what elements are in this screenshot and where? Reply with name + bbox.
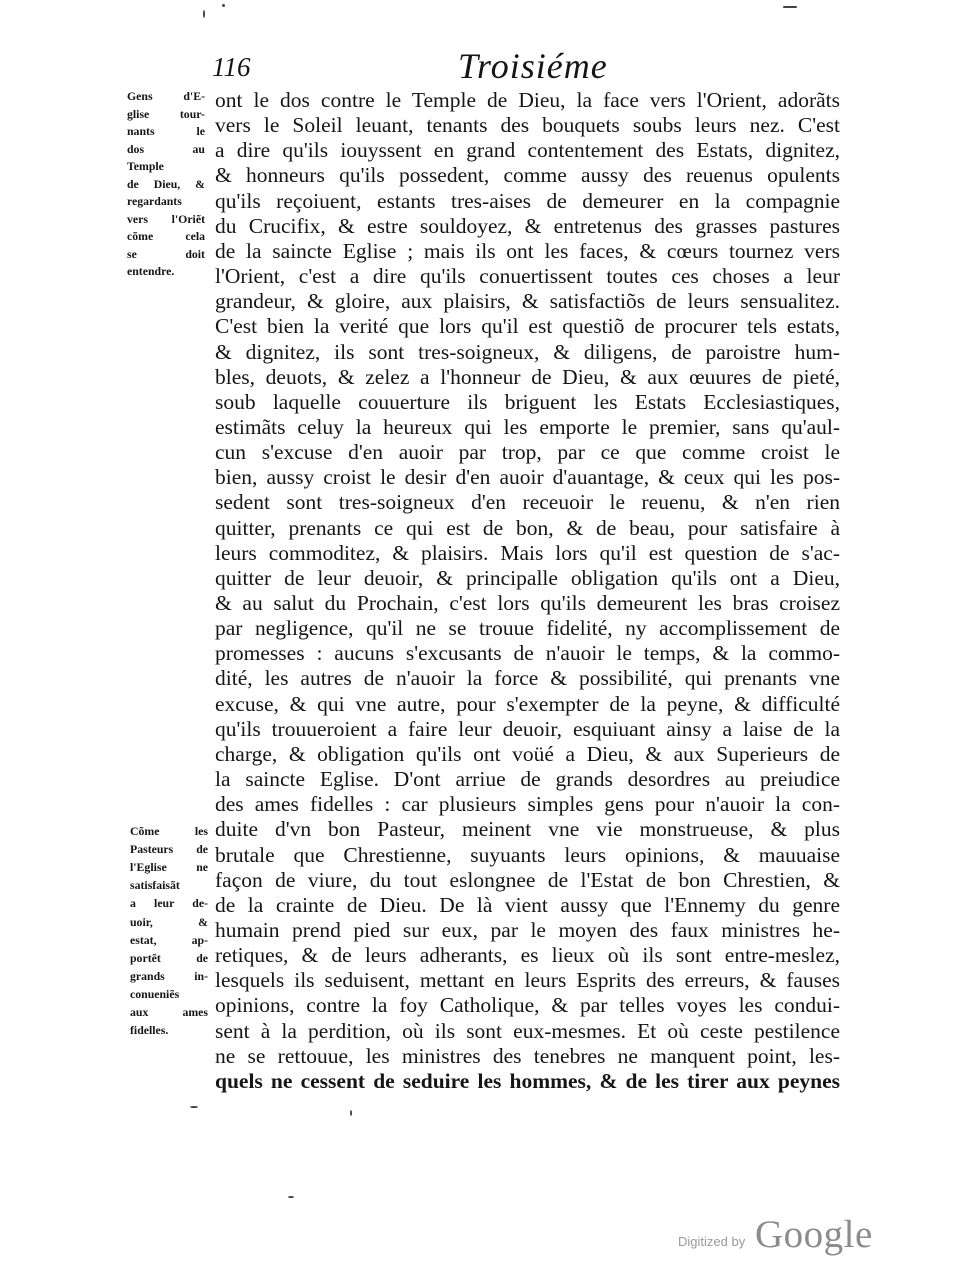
watermark-prefix: Digitized by	[678, 1234, 746, 1249]
body-line: grandeur, & gloire, aux plaisirs, & satisfactiõs de leurs sensualitez.	[215, 289, 840, 314]
margin-note-line: fidelles.	[130, 1023, 169, 1038]
margin-note-line: se doit	[127, 246, 205, 261]
body-line: & honneurs qu'ils possedent, comme aussy des reuenus opulents	[215, 163, 840, 188]
margin-note-line: vers l'Oriẽt	[127, 211, 205, 226]
body-line: excuse, & qui vne autre, pour s'exempter de la peyne, & difficulté	[215, 691, 840, 716]
scan-speck	[350, 1110, 352, 1116]
body-line: quitter de leur deuoir, & principalle obligation qu'ils ont a Dieu,	[215, 565, 840, 590]
body-line: cun s'excuse d'en auoir par trop, par ce que comme croist le	[215, 440, 840, 465]
body-line: quels ne cessent de seduire les hommes, & de les tirer aux peynes	[215, 1068, 840, 1093]
body-line: sent à la perdition, où ils sont eux-mesmes. Et où ceste pestilence	[215, 1018, 840, 1043]
body-line: façon de viure, du tout eslongnee de l'Estat de bon Chrestien, &	[215, 867, 840, 892]
body-line: retiques, & de leurs adherants, es lieux où ils sont entre-meslez,	[215, 943, 840, 968]
body-line: du Crucifix, & estre souldoyez, & entretenus des grasses pastures	[215, 213, 840, 238]
body-line: & au salut du Prochain, c'est lors qu'ils demeurent les bras croisez	[215, 591, 840, 615]
margin-note-line: conueniẽs	[130, 986, 180, 1001]
body-line: quitter, prenants ce qui est de bon, & de beau, pour satisfaire à	[215, 515, 840, 540]
body-line: la saincte Eglise. D'ont arriue de grands desordres au preiudice	[215, 767, 840, 792]
margin-note-line: aux ames	[130, 1005, 208, 1019]
body-line: promesses : aucuns s'excusants de n'auoir le temps, & la commo-	[215, 641, 840, 666]
page-number: 116	[212, 52, 251, 82]
body-line: leurs commoditez, & plaisirs. Mais lors qu'il est question de s'ac-	[215, 540, 840, 565]
margin-note-line: regardants	[127, 194, 182, 208]
body-line: qu'ils trouueroient a faire leur deuoir, esquiuant ainsy a laise de la	[215, 716, 840, 741]
body-line: charge, & obligation qu'ils ont voüé a Dieu, & aux Superieurs de	[215, 741, 840, 766]
margin-note-line: nants le	[127, 124, 205, 138]
margin-note-line: Cõme les	[130, 824, 208, 838]
body-line: l'Orient, c'est a dire qu'ils conuertissent toutes ces choses a leur	[215, 264, 840, 289]
body-line: lesquels ils seduisent, mettant en leurs Esprits des erreurs, & fauses	[215, 968, 840, 993]
scan-speck	[203, 10, 205, 18]
body-line: des ames fidelles : car plusieurs simples gens pour n'auoir la con-	[215, 792, 840, 817]
running-title: Troisiéme	[458, 46, 608, 86]
body-line: & dignitez, ils sont tres-soigneux, & diligens, de paroistre hum-	[215, 339, 840, 364]
margin-note-line: dos au	[127, 141, 205, 156]
body-line: opinions, contre la foy Catholique, & par telles voyes les condui-	[215, 993, 840, 1018]
margin-note-line: Temple	[127, 159, 164, 173]
scan-speck	[783, 6, 797, 8]
body-line: bien, aussy croist le desir d'en auoir d'auantage, & ceux qui les pos-	[215, 465, 840, 490]
margin-note-line: grands in-	[130, 968, 208, 983]
margin-note-line: entendre.	[127, 264, 175, 278]
margin-note-line: de Dieu, &	[127, 176, 205, 191]
margin-note-line: satisfaisãt	[130, 878, 180, 893]
body-line: C'est bien la verité que lors qu'il est questiõ de procurer tels estats,	[215, 314, 840, 339]
margin-note-line: estat, ap-	[130, 932, 208, 947]
scan-speck	[222, 4, 225, 7]
body-line: sedent sont tres-soigneux d'en receuoir le reuenu, & n'en rien	[215, 490, 840, 515]
google-logo: Google	[755, 1213, 873, 1256]
margin-note-line: portẽt de	[130, 950, 208, 965]
body-line: de la crainte de Dieu. De là vient aussy que l'Ennemy du genre	[215, 892, 840, 917]
body-line: humain prend pied sur eux, par le moyen des faux ministres he-	[215, 917, 840, 942]
margin-note-line: glise tour-	[127, 106, 205, 121]
body-line: ont le dos contre le Temple de Dieu, la face vers l'Orient, adorãts	[215, 88, 840, 112]
scan-speck	[288, 1196, 294, 1198]
margin-note-line: Gens d'E-	[127, 89, 205, 103]
margin-note-line: l'Eglise ne	[130, 860, 208, 875]
scan-speck	[190, 1106, 198, 1108]
digitized-by-google-watermark	[678, 1212, 878, 1260]
margin-note-line: a leur de-	[130, 896, 208, 911]
body-line: par negligence, qu'il ne se trouue fidelité, ny accomplissement de	[215, 616, 840, 641]
body-line: soub laquelle couuerture ils briguent les Estats Ecclesiastiques,	[215, 389, 840, 414]
body-line: vers le Soleil leuant, tenants des bouquets soubs leurs nez. C'est	[215, 113, 840, 138]
margin-note-line: uoir, &	[130, 914, 208, 929]
body-line: duite d'vn bon Pasteur, meinent vne vie monstrueuse, & plus	[215, 817, 840, 842]
margin-note-line: Pasteurs de	[130, 842, 208, 857]
body-line: ne se rettouue, les ministres des tenebres ne manquent point, les-	[215, 1043, 840, 1068]
margin-note-line: cõme cela	[127, 229, 205, 243]
body-line: bles, deuots, & zelez a l'honneur de Dieu, & aux œuures de pieté,	[215, 364, 840, 389]
body-line: dité, les autres de n'auoir la force & possibilité, qui prenants vne	[215, 666, 840, 691]
body-line: qu'ils reçoiuent, estants tres-aises de demeurer en la compagnie	[215, 188, 840, 213]
body-line: de la saincte Eglise ; mais ils ont les faces, & cœurs tournez vers	[215, 238, 840, 263]
body-line: brutale que Chrestienne, suyuants leurs opinions, & mauuaise	[215, 842, 840, 867]
body-line: a dire qu'ils iouyssent en grand contentement des Estats, dignitez,	[215, 138, 840, 163]
body-line: estimãts celuy la heureux qui les emporte le premier, sans qu'aul-	[215, 414, 840, 439]
